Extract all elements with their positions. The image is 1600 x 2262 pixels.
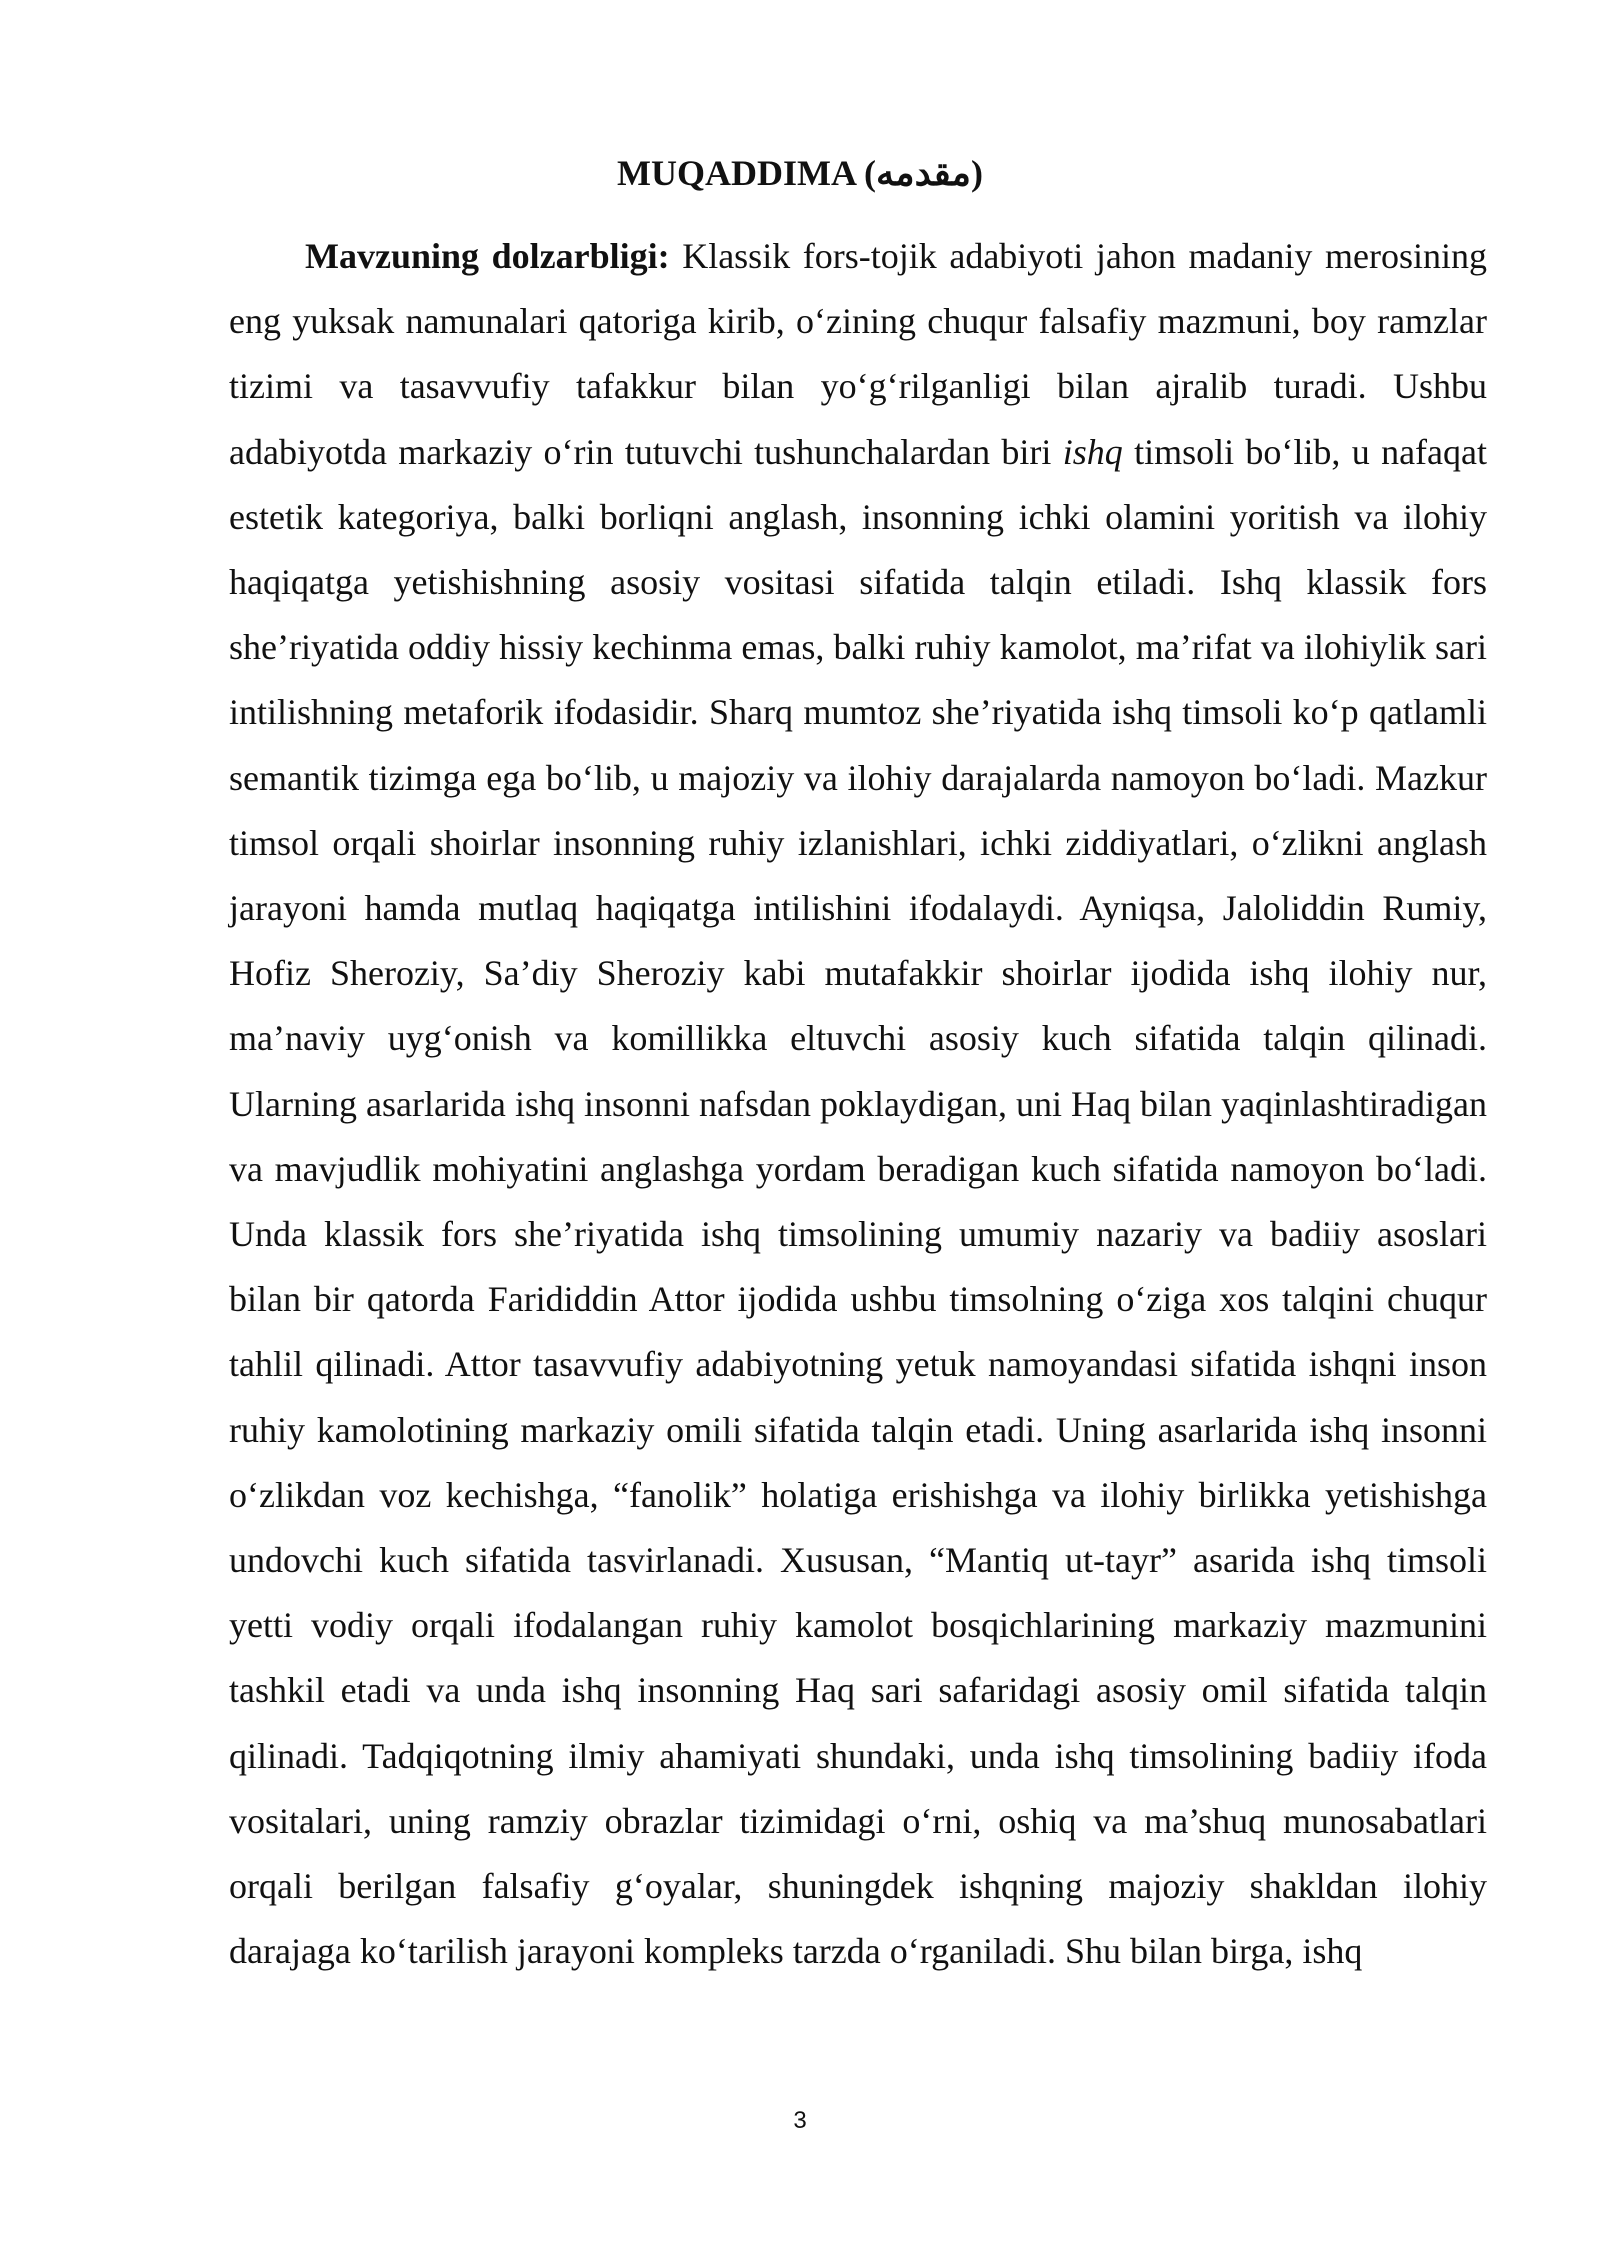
- topicality-heading: Mavzuning dolzarbligi:: [305, 236, 670, 276]
- italic-term-ishq: ishq: [1062, 431, 1123, 472]
- body-paragraph: [229, 224, 1487, 1984]
- page-number: 3: [793, 2107, 807, 2134]
- page-title: MUQADDIMA (مقدمه): [617, 153, 983, 193]
- paragraph-text-part-1: Klassik fors-tojik adabiyoti jahon madaniy merosining eng yuksak namunalari qatoriga kirib, o‘zining chuqur falsafiy mazmuni, boy ramzlar tizimi va tasavvufiy tafakkur bilan yo‘g‘rilganligi bilan ajralib turadi. Ushbu adabiyotda markaziy o‘rin tutuvchi tushunchalardan biri: [229, 236, 1487, 472]
- paragraph-text-part-2: timsoli bo‘lib, u nafaqat estetik kategoriya, balki borliqni anglash, insonning ichki olamini yoritish va ilohiy haqiqatga yetishishning asosiy vositasi sifatida talqin etiladi. Ishq klassik fors she’riyatida oddiy hissiy kechinma emas, balki ruhiy kamolot, ma’rifat va ilohiylik sari intilishning metaforik ifodasidir. Sharq mumtoz she’riyatida ishq timsoli ko‘p qatlamli semantik tizimga ega bo‘lib, u majoziy va ilohiy darajalarda namoyon bo‘ladi. Mazkur timsol orqali shoirlar insonning ruhiy izlanishlari, ichki ziddiyatlari, o‘zlikni anglash jarayoni hamda mutlaq haqiqatga intilishini ifodalaydi. Ayniqsa, Jaloliddin Rumiy, Hofiz Sheroziy, Sa’diy Sheroziy kabi mutafakkir shoirlar ijodida ishq ilohiy nur, ma’naviy uyg‘onish va komillikka eltuvchi asosiy kuch sifatida talqin qilinadi. Ularning asarlarida ishq insonni nafsdan poklaydigan, uni Haq bilan yaqinlashtiradigan va mavjudlik mohiyatini anglashga yordam beradigan kuch sifatida namoyon bo‘ladi. Unda klassik fors she’riyatida ishq timsolining umumiy nazariy va badiiy asoslari bilan bir qatorda Farididdin Attor ijodida ushbu timsolning o‘ziga xos talqini chuqur tahlil qilinadi. Attor tasavvufiy adabiyotning yetuk namoyandasi sifatida ishqni inson ruhiy kamolotining markaziy omili sifatida talqin etadi. Uning asarlarida ishq insonni o‘zlikdan voz kechishga, “fanolik” holatiga erishishga va ilohiy birlikka yetishishga undovchi kuch sifatida tasvirlanadi. Xususan, “Mantiq ut-tayr” asarida ishq timsoli yetti vodiy orqali ifodalangan ruhiy kamolot bosqichlarining markaziy mazmunini tashkil etadi va unda ishq insonning Haq sari safaridagi asosiy omil sifatida talqin qilinadi. Tadqiqotning ilmiy ahamiyati shundaki, unda ishq timsolining badiiy ifoda vositalari, uning ramziy obrazlar tizimidagi o‘rni, oshiq va ma’shuq munosabatlari orqali berilgan falsafiy g‘oyalar, shuningdek ishqning majoziy shakldan ilohiy darajaga ko‘tarilish jarayoni kompleks tarzda o‘rganiladi. Shu bilan birga, ishq: [229, 431, 1487, 1972]
